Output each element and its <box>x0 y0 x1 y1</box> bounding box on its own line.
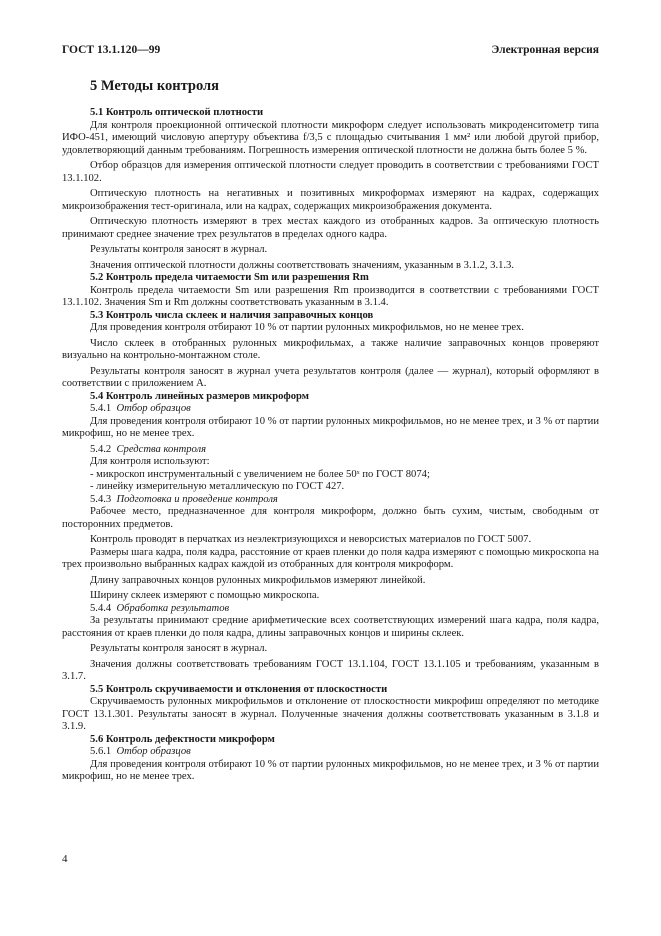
subsection-5-3-title: 5.3 Контроль числа склеек и наличия заправочных концов <box>90 309 374 321</box>
paragraph: Оптическую плотность измеряют в трех местах каждого из отобранных кадров. За оптическую плотность принимают среднее значение трех результатов в пределах одного кадра. <box>62 216 599 240</box>
paragraph: Результаты контроля заносят в журнал. <box>90 244 268 255</box>
paragraph: Скручиваемость рулонных микрофильмов и отклонение от плоскостности микрофиш определяют по методике ГОСТ 13.1.301. Результаты заносят в журнал. Полученные значения должны соответствовать указанным в 3.1.8 и 3.1.9. <box>62 696 599 732</box>
paragraph: Для контроля используют: <box>90 456 210 467</box>
clause-number: 5.4.3 <box>90 493 112 505</box>
clause-number: 5.4.4 <box>90 602 112 614</box>
paragraph: Для проведения контроля отбирают 10 % от партии рулонных микрофильмов, но не менее трех. <box>90 322 524 333</box>
paragraph: Оптическую плотность на негативных и позитивных микроформах измеряют на кадрах, содержащих микроизображения тест-оригинала, или на кадрах, содержащих микроизображения документа. <box>62 188 599 212</box>
section-title: 5 Методы контроля <box>90 78 220 94</box>
clause-number: 5.4.2 <box>90 443 112 455</box>
paragraph: Размеры шага кадра, поля кадра, расстояние от краев пленки до поля кадра измеряют с помощью микроскопа на трех произвольно выбранных кадрах каждой из отобранных для контроля микроформ. <box>62 546 599 570</box>
subsection-5-4-title: 5.4 Контроль линейных размеров микроформ <box>90 390 309 402</box>
subsection-5-1-title: 5.1 Контроль оптической плотности <box>90 107 264 118</box>
paragraph: Значения должны соответствовать требованиям ГОСТ 13.1.104, ГОСТ 13.1.105 и требованиям, указанным в 3.1.7. <box>62 658 599 682</box>
paragraph: Длину заправочных концов рулонных микрофильмов измеряют линейкой. <box>90 574 426 586</box>
paragraph: Результаты контроля заносят в журнал учета результатов контроля (далее — журнал), который оформляют в соответствии с приложением А. <box>62 365 599 389</box>
paragraph: Рабочее место, предназначенное для контроля микроформ, должно быть сухим, чистым, свободным от посторонних предметов. <box>62 506 599 530</box>
clause-title: Отбор образцов <box>116 403 191 414</box>
clause-number: 5.4.1 <box>90 403 112 414</box>
clause-5-4-4-heading <box>62 603 599 616</box>
clause-title: Обработка результатов <box>116 602 230 614</box>
clause-5-4-1-heading <box>62 403 599 416</box>
paragraph: Число склеек в отобранных рулонных микрофильмах, а также наличие заправочных концов проверяют визуально на контрольно-монтажном столе. <box>62 337 599 361</box>
paragraph: Для проведения контроля отбирают 10 % от партии рулонных микрофильмов, но не менее трех, и 3 % от партии микрофиш, но не менее трех. <box>62 415 599 439</box>
clause-5-4-3-heading <box>62 494 599 507</box>
clause-title: Отбор образцов <box>116 746 191 757</box>
clause-5-6-1-heading <box>62 746 599 759</box>
clause-number: 5.6.1 <box>90 746 112 757</box>
list-item: - микроскоп инструментальный с увеличением не более 50ˣ по ГОСТ 8074; <box>90 468 430 480</box>
paragraph: Для контроля проекционной оптической плотности микроформ следует использовать микроденситометр типа ИФО-451, имеющий числовую апертуру объектива f/3,5 с площадью считывания 1 мм² или любой другой прибор, удовлетворяющий данным требованиям. Погрешность измерения оптической плотности не должна быть более 5 %. <box>62 119 599 156</box>
paragraph: Контроль проводят в перчатках из неэлектризующихся и неворсистых материалов по ГОСТ 5007. <box>90 534 532 545</box>
paragraph: Значения оптической плотности должны соответствовать значениям, указанным в 3.1.2, 3.1.3. <box>90 259 515 271</box>
header-standard-number: ГОСТ 13.1.120—99 <box>62 44 161 56</box>
clause-title: Средства контроля <box>116 443 207 455</box>
header-edition-label: Электронная версия <box>491 44 599 56</box>
paragraph: Контроль предела читаемости Sm или разрешения Rm производится в соответствии с требованиями ГОСТ 13.1.102. Значения Sm и Rm должны соответствовать указанным в 3.1.4. <box>62 284 599 308</box>
paragraph: Результаты контроля заносят в журнал. <box>90 643 268 654</box>
list-item: - линейку измерительную металлическую по ГОСТ 427. <box>90 481 345 492</box>
subsection-5-6-title: 5.6 Контроль дефектности микроформ <box>90 733 275 745</box>
subsection-5-5-title: 5.5 Контроль скручиваемости и отклонения от плоскостности <box>90 683 388 695</box>
clause-5-4-2-heading <box>62 444 599 457</box>
page-header <box>62 44 599 56</box>
paragraph: Для проведения контроля отбирают 10 % от партии рулонных микрофильмов, но не менее трех, и 3 % от партии микрофиш, но не менее трех. <box>62 758 599 782</box>
page-number: 4 <box>62 853 68 865</box>
subsection-5-2-title: 5.2 Контроль предела читаемости Sm или разрешения Rm <box>90 272 369 283</box>
paragraph: Отбор образцов для измерения оптической плотности следует проводить в соответствии с требованиями ГОСТ 13.1.102. <box>62 160 599 184</box>
paragraph: Ширину склеек измеряют с помощью микроскопа. <box>90 590 320 601</box>
document-page <box>62 44 599 784</box>
paragraph: За результаты принимают средние арифметические всех соответствующих измерений шага кадра, поля кадра, расстояния от краев пленки до поля кадра, длины заправочных концов и ширины склеек. <box>62 615 599 639</box>
clause-title: Подготовка и проведение контроля <box>116 493 278 505</box>
